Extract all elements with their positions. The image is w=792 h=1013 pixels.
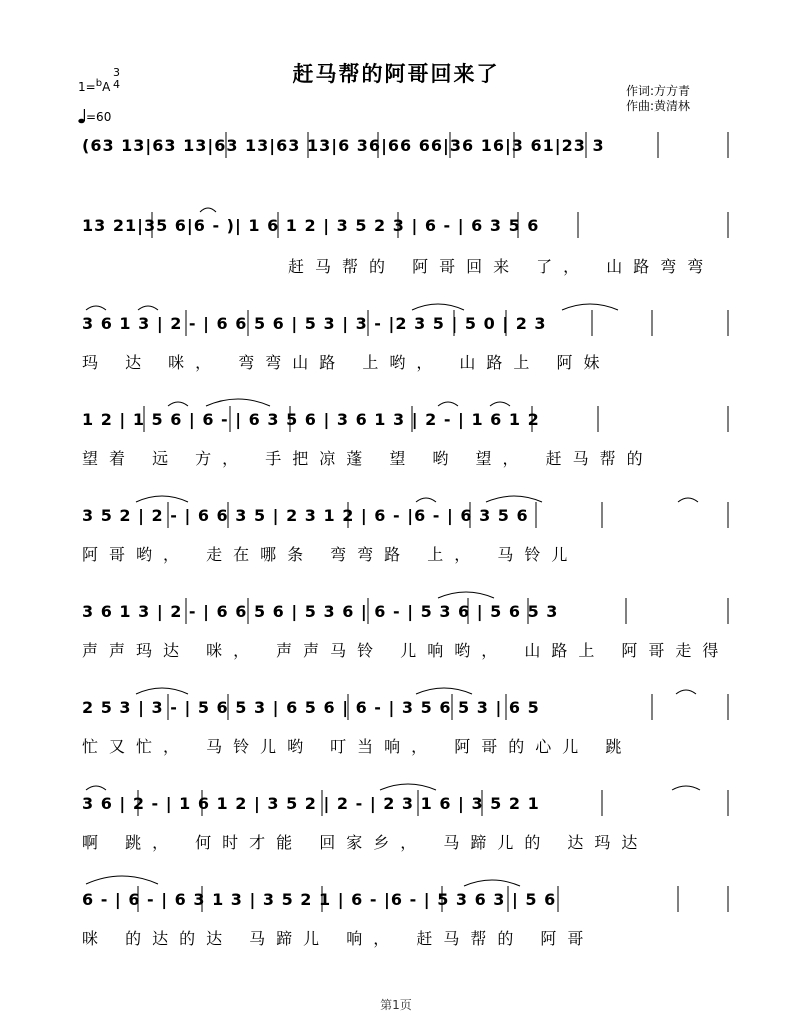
score-line-9 — [82, 886, 730, 916]
score-line-4 — [82, 406, 730, 436]
lyrics: 忙又忙， 马铃儿哟 叮当响， 阿哥的心儿 跳 — [82, 737, 633, 756]
page-footer: 第1页 — [380, 998, 412, 1012]
notes: 2 5 3 | 3 - | 5 6 5 3 | 6 5 6 | 6 - | 3 5 6 5 3 | 6 5 — [82, 698, 540, 717]
composer-credit: 作曲:黄清林 — [626, 99, 691, 113]
time-sig-bottom: 4 — [113, 78, 120, 91]
score-line-1 — [82, 132, 730, 162]
lyric-line-2 — [82, 254, 732, 276]
notes: 3 6 | 2 - | 1 6 1 2 | 3 5 2 | 2 - | 2 3 1 6 | 3 5 2 1 — [82, 794, 540, 813]
song-title: 赶马帮的阿哥回来了 — [292, 61, 500, 86]
score-line-5 — [82, 502, 730, 532]
lyrics: 阿哥哟， 走在哪条 弯弯路 上， 马铃儿 — [82, 545, 579, 564]
key-label: 1= — [78, 80, 96, 94]
lyric-line-9 — [82, 926, 732, 948]
lyric-line-3 — [82, 350, 732, 372]
time-sig-top: 3 — [113, 66, 120, 79]
lyricist-credit: 作词:方方青 — [626, 84, 691, 98]
notes: (63 13|63 13|63 13|63 13|6 36|66 66|36 16|3 61|23 3 — [82, 136, 605, 155]
flat-sign: b — [95, 78, 103, 89]
lyrics: 啊 跳， 何时才能 回家乡， 马蹄儿的 达玛达 — [82, 833, 649, 852]
notes: 3 5 2 | 2 - | 6 6 3 5 | 2 3 1 2 | 6 - |6 - | 6 3 5 6 — [82, 506, 529, 525]
tempo-value: =60 — [86, 110, 112, 124]
lyric-line-8 — [82, 830, 732, 852]
key-signature — [78, 78, 110, 94]
lyrics: 望着 远 方， 手把凉蓬 望 哟 望， 赶马帮的 — [82, 449, 654, 468]
lyrics: 咪 的达的达 马蹄儿 响， 赶马帮的 阿哥 — [82, 929, 595, 948]
score-line-6 — [82, 598, 730, 628]
lyrics: 赶马帮的 阿哥回来 了， 山路弯弯 — [288, 257, 715, 276]
time-signature — [113, 67, 120, 91]
lyrics: 玛 达 咪， 弯弯山路 上哟， 山路上 阿妹 — [82, 353, 611, 372]
score-line-3 — [82, 310, 730, 340]
notes: 6 - | 6 - | 6 3 1 3 | 3 5 2 1 | 6 - |6 - | 5 3 6 3 | 5 6 — [82, 890, 557, 909]
score-line-8 — [82, 790, 730, 820]
lyrics: 声声玛达 咪， 声声马铃 儿响哟， 山路上 阿哥走得 — [82, 641, 730, 660]
score-line-7 — [82, 694, 730, 724]
lyric-line-7 — [82, 734, 732, 756]
notes: 13 21|35 6|6 - )| 1 6 1 2 | 3 5 2 3 | 6 - | 6 3 5 6 — [82, 216, 540, 235]
tempo-marking — [78, 108, 111, 124]
credits — [626, 84, 690, 114]
quarter-note-icon — [78, 108, 86, 124]
score-line-2 — [82, 212, 730, 242]
notes: 1 2 | 1 5 6 | 6 - | 6 3 5 6 | 3 6 1 3 | 2 - | 1 6 1 2 — [82, 410, 540, 429]
notes: 3 6 1 3 | 2 - | 6 6 5 6 | 5 3 6 | 6 - | 5 3 6 | 5 6 5 3 — [82, 602, 559, 621]
notes: 3 6 1 3 | 2 - | 6 6 5 6 | 5 3 | 3 - |2 3 5 | 5 0 | 2 3 — [82, 314, 547, 333]
key-letter: A — [102, 80, 111, 94]
lyric-line-4 — [82, 446, 732, 468]
lyric-line-6 — [82, 638, 732, 660]
lyric-line-5 — [82, 542, 732, 564]
